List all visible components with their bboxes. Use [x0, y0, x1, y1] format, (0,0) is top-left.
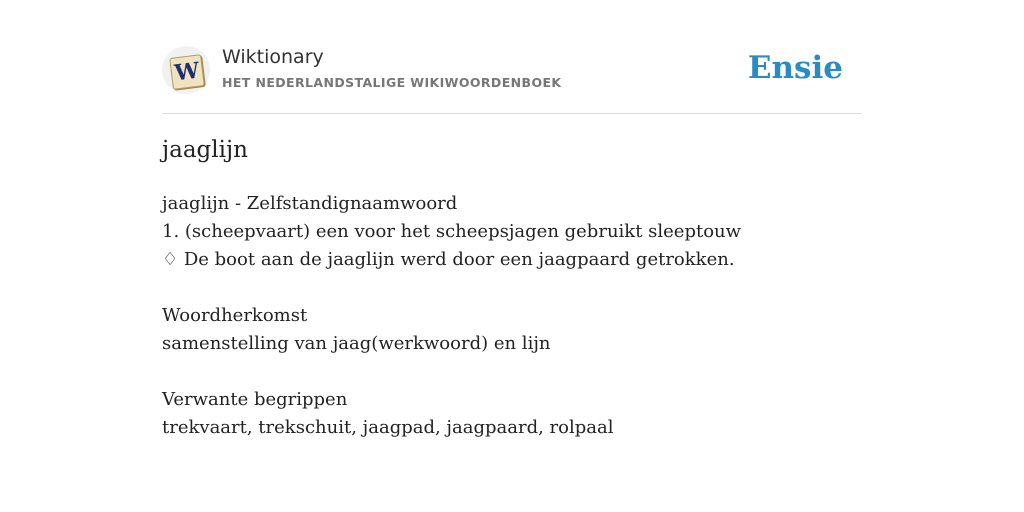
- related-terms: trekvaart, trekschuit, jaagpad, jaagpaard, rolpaal: [162, 417, 614, 438]
- site-header: [162, 0, 862, 114]
- word-type: jaaglijn - Zelfstandignaamwoord: [162, 193, 458, 214]
- page-container: [162, 0, 862, 438]
- logo-tile: [169, 54, 205, 90]
- spacer: [162, 274, 862, 302]
- definition: 1. (scheepvaart) een voor het scheepsjagen gebruikt sleeptouw: [162, 221, 742, 242]
- spacer: [162, 358, 862, 386]
- page-title: jaaglijn: [162, 137, 248, 163]
- ensie-brand-link[interactable]: Ensie: [747, 50, 843, 86]
- related-heading: Verwante begrippen: [162, 389, 348, 410]
- site-name[interactable]: Wiktionary: [222, 46, 324, 68]
- site-tagline: HET NEDERLANDSTALIGE WIKIWOORDENBOEK: [222, 75, 562, 90]
- wiktionary-logo-icon[interactable]: [162, 46, 210, 94]
- etymology-heading: Woordherkomst: [162, 305, 308, 326]
- etymology-text: samenstelling van jaag(werkwoord) en lijn: [162, 333, 551, 354]
- logo-letter: W: [173, 57, 201, 87]
- example-sentence: ♢ De boot aan de jaaglijn werd door een jaagpaard getrokken.: [162, 249, 735, 270]
- entry-content: [162, 190, 862, 442]
